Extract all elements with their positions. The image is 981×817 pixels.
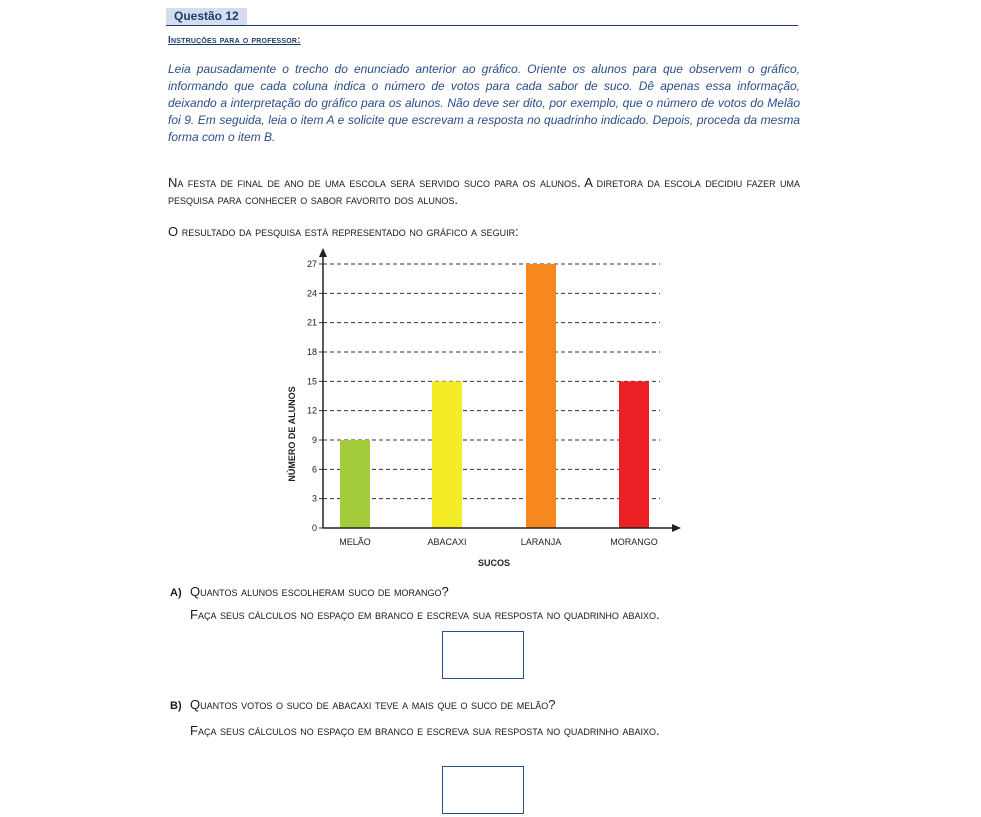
- x-tick-label: MORANGO: [610, 537, 658, 547]
- intro-paragraph: Na festa de final de ano de uma escola será servido suco para os alunos. A diretora da escola decidiu fazer uma pesquisa para conhecer o sabor favorito dos alunos.: [168, 175, 800, 207]
- y-tick-label: 9: [311, 435, 317, 445]
- instructions-text: Leia pausadamente o trecho do enunciado anterior ao gráfico. Oriente os alunos para que observem o gráfico, informando que cada coluna indica o número de votos para cada sabor de suco. Dê apenas essa informação, deixando a interpretação do gráfico para os alunos. Não deve ser dito, por exemplo, que o número de votos do Melão foi 9. Em seguida, leia o item A e solicite que escrevam a resposta no quadrinho indicado. Depois, proceda da mesma forma com o item B.: [168, 62, 800, 144]
- answer-box-a[interactable]: [442, 631, 524, 679]
- answer-box-b[interactable]: [442, 766, 524, 814]
- item-b-instruction: Faça seus cálculos no espaço em branco e escreva sua resposta no quadrinho abaixo.: [190, 723, 660, 738]
- x-axis-arrow: [672, 524, 681, 532]
- y-axis-arrow: [319, 248, 327, 257]
- bar-melão: [340, 440, 370, 528]
- bar-morango: [619, 381, 649, 528]
- y-tick-label: 6: [311, 464, 317, 475]
- y-axis-title: NÚMERO DE ALUNOS: [287, 386, 297, 482]
- item-b-question: [170, 697, 800, 712]
- instructions-title: Instruções para o professor:: [168, 35, 301, 46]
- item-b-text: Quantos votos o suco de abacaxi teve a mais que o suco de melão?: [190, 697, 556, 712]
- chart-intro-paragraph: O resultado da pesquisa está representado no gráfico a seguir:: [168, 224, 519, 239]
- y-tick-label: 24: [306, 288, 317, 299]
- item-a-instruction: Faça seus cálculos no espaço em branco e escreva sua resposta no quadrinho abaixo.: [190, 607, 660, 622]
- item-a-letter: A): [170, 587, 182, 599]
- question-label: Questão 12: [166, 8, 247, 25]
- item-b-letter: B): [170, 700, 182, 712]
- y-tick-label: 27: [306, 259, 317, 269]
- x-axis-title: SUCOS: [477, 558, 511, 568]
- x-tick-label: ABACAXI: [427, 537, 467, 547]
- y-tick-label: 18: [306, 347, 317, 357]
- y-tick-label: 15: [306, 376, 317, 387]
- x-tick-label: MELÃO: [339, 537, 371, 547]
- y-tick-label: 0: [311, 523, 317, 533]
- bar-abacaxi: [432, 381, 462, 528]
- bar-laranja: [526, 264, 556, 528]
- y-tick-label: 21: [306, 317, 317, 328]
- y-tick-label: 12: [306, 405, 317, 416]
- item-a-question: [170, 584, 800, 599]
- x-tick-label: LARANJA: [520, 537, 562, 547]
- y-tick-label: 3: [311, 493, 317, 504]
- item-a-text: Quantos alunos escolheram suco de morango?: [190, 584, 449, 599]
